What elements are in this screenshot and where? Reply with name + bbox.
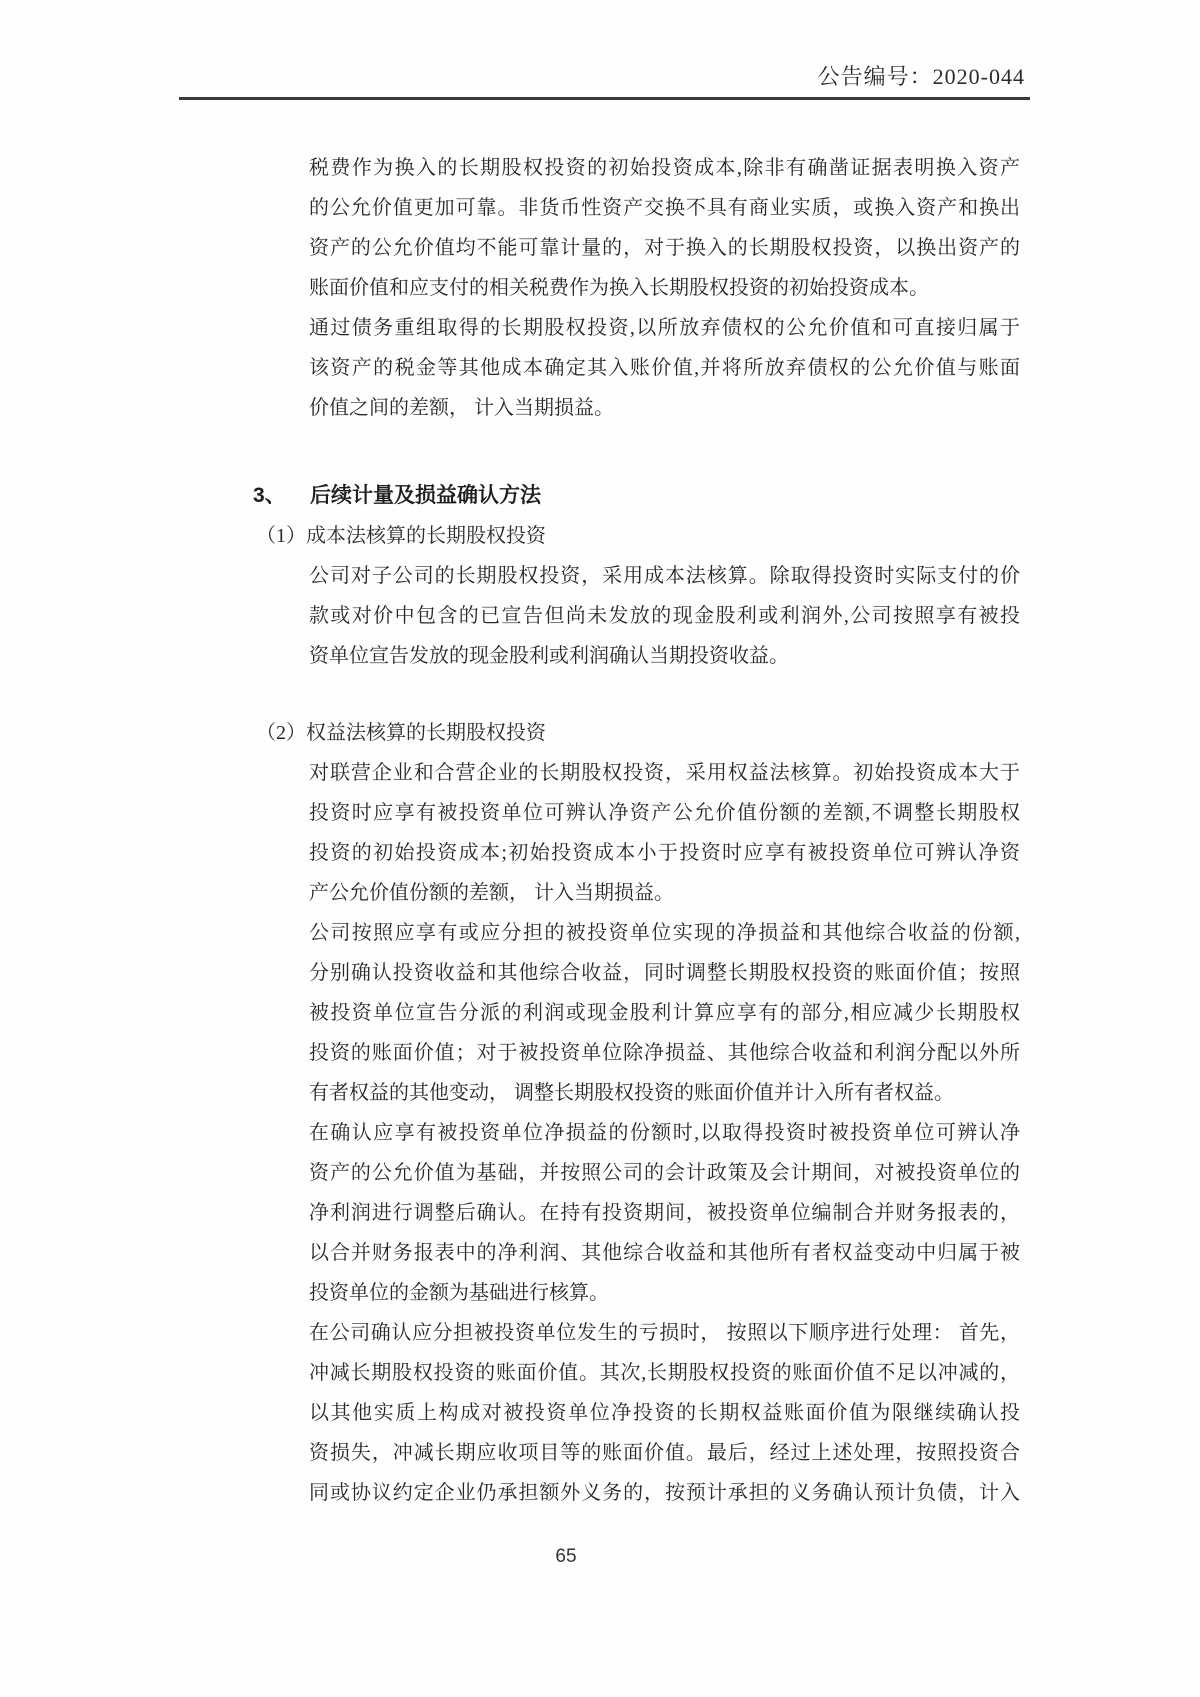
section-number: 3、: [253, 484, 286, 507]
text-line: 资产的公允价值均不能可靠计量的，对于换入的长期股权投资，以换出资产的: [309, 237, 1020, 259]
text-line: 分别确认投资收益和其他综合收益，同时调整长期股权投资的账面价值；按照: [309, 962, 1020, 984]
section-title: 后续计量及损益确认方法: [310, 484, 541, 507]
text-line: 税费作为换入的长期股权投资的初始投资成本,除非有确凿证据表明换入资产: [309, 157, 1020, 179]
text-line: 被投资单位宣告分派的利润或现金股利计算应享有的部分,相应减少长期股权: [309, 1002, 1020, 1024]
text-line: 产公允价值份额的差额， 计入当期损益。: [309, 882, 674, 904]
paragraph: [0, 308, 1200, 428]
paragraph: [0, 913, 1200, 1113]
text-line: 以合并财务报表中的净利润、其他综合收益和其他所有者权益变动中归属于被: [309, 1242, 1020, 1264]
text-line: 款或对价中包含的已宣告但尚未发放的现金股利或利润外,公司按照享有被投: [309, 605, 1020, 627]
document-body: [0, 148, 1200, 1513]
text-line: 资单位宣告发放的现金股利或利润确认当期投资收益。: [309, 645, 789, 667]
paragraph: [0, 1113, 1200, 1313]
text-line: 该资产的税金等其他成本确定其入账价值,并将所放弃债权的公允价值与账面: [309, 357, 1020, 379]
doc-number: 公告编号：2020-044: [817, 64, 1025, 89]
text-line: 通过债务重组取得的长期股权投资,以所放弃债权的公允价值和可直接归属于: [309, 317, 1020, 339]
page-number: 65: [555, 1546, 577, 1567]
text-line: 价值之间的差额， 计入当期损益。: [309, 397, 614, 419]
text-line: 净利润进行调整后确认。在持有投资期间，被投资单位编制合并财务报表的，: [309, 1202, 1020, 1224]
paragraph: [0, 148, 1200, 308]
text-line: 投资时应享有被投资单位可辨认净资产公允价值份额的差额,不调整长期股权: [309, 802, 1020, 824]
section-heading: [253, 476, 1200, 516]
text-line: 公司按照应享有或应分担的被投资单位实现的净损益和其他综合收益的份额,: [309, 922, 1020, 944]
text-line: 投资的初始投资成本;初始投资成本小于投资时应享有被投资单位可辨认净资: [309, 842, 1020, 864]
text-line: 以其他实质上构成对被投资单位净投资的长期权益账面价值为限继续确认投: [309, 1402, 1020, 1424]
text-line: 冲减长期股权投资的账面价值。其次,长期股权投资的账面价值不足以冲减的，: [309, 1362, 1020, 1384]
paragraph: [0, 556, 1200, 676]
text-line: 资产的公允价值为基础，并按照公司的会计政策及会计期间，对被投资单位的: [309, 1162, 1020, 1184]
header-rule: [179, 97, 1030, 100]
text-line: 对联营企业和合营企业的长期股权投资，采用权益法核算。初始投资成本大于: [309, 762, 1020, 784]
text-line: 公司对子公司的长期股权投资，采用成本法核算。除取得投资时实际支付的价: [309, 565, 1020, 587]
text-line: 投资的账面价值；对于被投资单位除净损益、其他综合收益和利润分配以外所: [309, 1042, 1020, 1064]
text-line: 投资单位的金额为基础进行核算。: [309, 1282, 609, 1304]
paragraph: [0, 1313, 1200, 1513]
text-line: 同或协议约定企业仍承担额外义务的，按预计承担的义务确认预计负债，计入: [309, 1482, 1020, 1504]
text-line: 有者权益的其他变动， 调整长期股权投资的账面价值并计入所有者权益。: [309, 1082, 954, 1104]
subsection-heading: （2）权益法核算的长期股权投资: [256, 722, 546, 744]
paragraph: [0, 753, 1200, 913]
text-line: 账面价值和应支付的相关税费作为换入长期股权投资的初始投资成本。: [309, 277, 929, 299]
subsection-heading: （1）成本法核算的长期股权投资: [256, 525, 546, 547]
text-line: 的公允价值更加可靠。非货币性资产交换不具有商业实质，或换入资产和换出: [309, 197, 1020, 219]
text-line: 在确认应享有被投资单位净损益的份额时,以取得投资时被投资单位可辨认净: [309, 1122, 1020, 1144]
text-line: 在公司确认应分担被投资单位发生的亏损时， 按照以下顺序进行处理： 首先，: [309, 1322, 1020, 1344]
text-line: 资损失，冲减长期应收项目等的账面价值。最后，经过上述处理，按照投资合: [309, 1442, 1020, 1464]
